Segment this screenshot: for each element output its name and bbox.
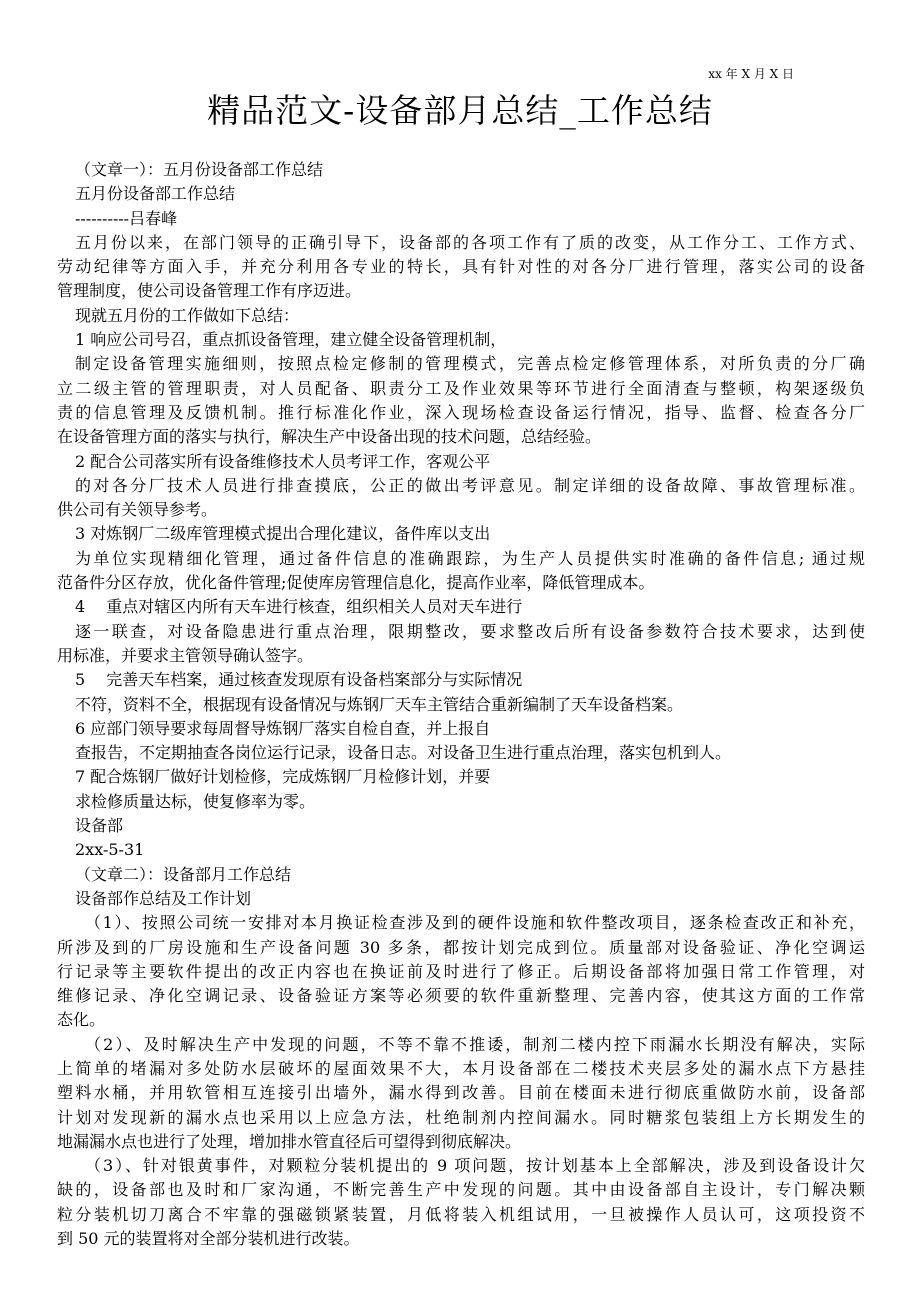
- text-line: 求检修质量达标，使复修率为零。: [75, 791, 316, 811]
- text-line: 塑料水桶，并用软管相互连接引出墙外，漏水得到改善。目前在楼面未进行彻底重做防水前，设备部: [57, 1083, 865, 1103]
- text-line: 五月份以来，在部门领导的正确引导下，设备部的各项工作有了质的改变，从工作分工、工作方式、: [75, 232, 865, 252]
- text-line: 维修记录、净化空调记录、设备验证方案等必须要的软件重新整理、完善内容，使其这方面的工作常: [57, 986, 865, 1006]
- text-line: （文章二）：设备部月工作总结: [75, 864, 292, 884]
- text-line: 6 应部门领导要求每周督导炼钢厂落实自检自查，并上报自: [75, 718, 491, 738]
- text-line: 在设备管理方面的落实与执行，解决生产中设备出现的技术问题，总结经验。: [57, 427, 602, 447]
- text-line: 不符，资料不全，根据现有设备情况与炼钢厂天车主管结合重新编制了天车设备档案。: [75, 694, 684, 714]
- text-line: 1 响应公司号召，重点抓设备管理，建立健全设备管理机制，: [75, 330, 507, 350]
- text-line: 用标准，并要求主管领导确认签字。: [57, 645, 314, 665]
- text-line: 责的信息管理及反馈机制。推行标准化作业，深入现场检查设备运行情况，指导、监督、检查各分厂: [57, 402, 865, 422]
- text-line: ----------吕春峰: [75, 208, 178, 228]
- text-line: 查报告，不定期抽查各岗位运行记录，设备日志。对设备卫生进行重点治理，落实包机到人。: [75, 743, 732, 763]
- text-line: （1）、按照公司统一安排对本月换证检查涉及到的硬件设施和软件整改项目，逐条检查改正和补充，: [85, 913, 865, 933]
- text-line: 所涉及到的厂房设施和生产设备问题 30 多条，都按计划完成到位。质量部对设备验证、净化空调运: [57, 937, 865, 957]
- text-line: 五月份设备部工作总结: [75, 184, 236, 204]
- text-line: 管理制度，使公司设备管理工作有序迈进。: [57, 281, 362, 301]
- text-line: 粒分装机切刀离合不牢靠的强磁锁紧装置，月低将装入机组试用，一旦被操作人员认可，这项投资不: [57, 1204, 865, 1224]
- text-line: 缺的，设备部也及时和厂家沟通，不断完善生产中发现的问题。其中由设备部自主设计，专门解决颗: [57, 1180, 865, 1200]
- text-line: 2 配合公司落实所有设备维修技术人员考评工作，客观公平: [75, 451, 491, 471]
- text-line: 2xx-5-31: [75, 840, 145, 860]
- text-line: 劳动纪律等方面入手，并充分利用各专业的特长，具有针对性的对各分厂进行管理，落实公司的设备: [57, 257, 865, 277]
- text-line: 逐一联查，对设备隐患进行重点治理，限期整改，要求整改后所有设备参数符合技术要求，达到使: [75, 621, 865, 641]
- text-line: 到 50 元的装置将对全部分装机进行改装。: [57, 1229, 360, 1249]
- document-body: [57, 158, 865, 1251]
- text-line: 立二级主管的管理职责，对人员配备、职责分工及作业效果等环节进行全面清查与整顿，构架逐级负: [57, 378, 865, 398]
- document-title: 精品范文-设备部月总结_工作总结: [207, 91, 713, 130]
- text-line: 现就五月份的工作做如下总结：: [75, 305, 300, 325]
- text-line: 为单位实现精细化管理，通过备件信息的准确跟踪，为生产人员提供实时准确的备件信息; 通过规: [75, 548, 865, 568]
- text-line: 3 对炼钢厂二级库管理模式提出合理化建议，备件库以支出: [75, 524, 491, 544]
- date-line: xx 年 X 月 X 日: [708, 67, 794, 81]
- text-line: 制定设备管理实施细则，按照点检定修制的管理模式，完善点检定修管理体系，对所负责的分厂确: [75, 354, 865, 374]
- text-line: 态化。: [57, 1010, 106, 1030]
- text-line: 计划对发现新的漏水点也采用以上应急方法，杜绝制剂内控间漏水。同时糖浆包装组上方长期发生的: [57, 1107, 865, 1127]
- text-line: 的对各分厂技术人员进行排查摸底，公正的做出考评意见。制定详细的设备故障、事故管理标准。: [75, 475, 865, 495]
- text-line: （2）、及时解决生产中发现的问题，不等不靠不推诿，制剂二楼内控下雨漏水长期没有解决，实际: [85, 1034, 865, 1054]
- text-line: 行记录等主要软件提出的改正内容也在换证前及时进行了修正。后期设备部将加强日常工作管理，对: [57, 961, 865, 981]
- text-line: 范备件分区存放，优化备件管理;促使库房管理信息化，提高作业率，降低管理成本。: [57, 573, 655, 593]
- text-line: 上简单的堵漏对多处防水层破坏的屋面效果不大，本月设备部在二楼技术夹层多处的漏水点下方悬挂: [57, 1058, 865, 1078]
- text-line: （文章一）：五月份设备部工作总结: [75, 160, 324, 179]
- text-line: 7 配合炼钢厂做好计划检修，完成炼钢厂月检修计划，并要: [75, 767, 491, 787]
- text-line: 地漏漏水点也进行了处理，增加排水管直径后可望得到彻底解决。: [57, 1131, 522, 1151]
- text-line: 供公司有关领导参考。: [57, 500, 218, 520]
- text-line: （3）、针对银黄事件，对颗粒分装机提出的 9 项问题，按计划基本上全部解决，涉及到设备设计欠: [85, 1156, 865, 1176]
- text-line: 设备部作总结及工作计划: [75, 888, 252, 908]
- text-line: 设备部: [75, 816, 124, 836]
- text-line: 5 完善天车档案，通过核查发现原有设备档案部分与实际情况: [75, 670, 523, 690]
- text-line: 4 重点对辖区内所有天车进行核查，组织相关人员对天车进行: [75, 597, 523, 617]
